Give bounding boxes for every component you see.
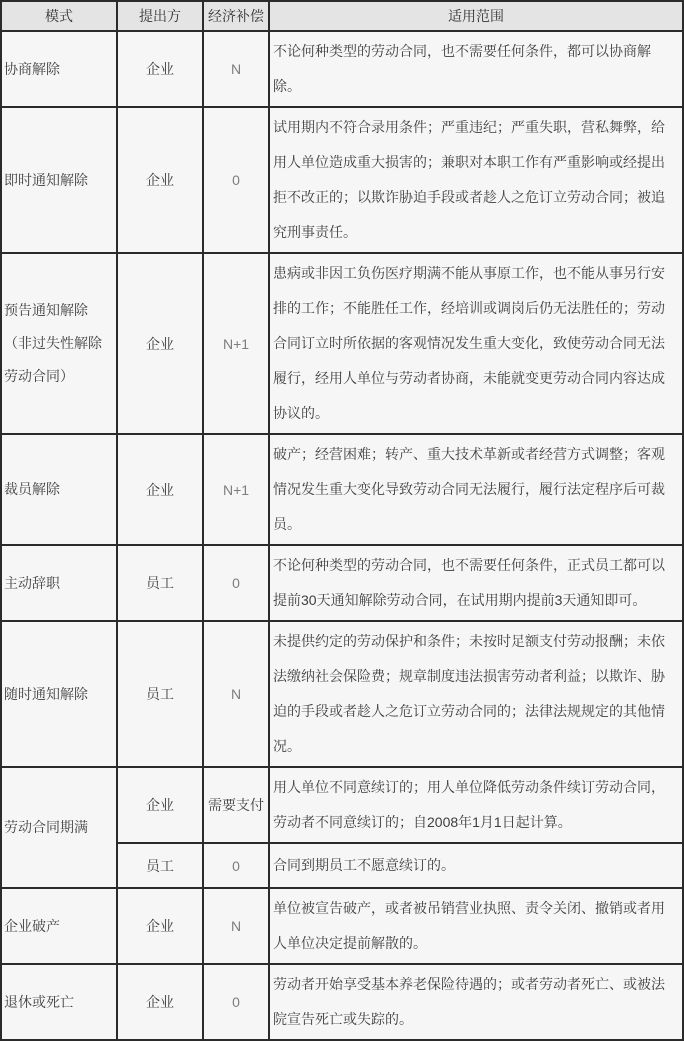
mode-cell: 预告通知解除（非过失性解除劳动合同） [1,253,117,434]
scope-cell: 破产；经营困难；转产、重大技术革新或者经营方式调整；客观情况发生重大变化导致劳动合同无法履行，履行法定程序后可裁员。 [269,434,683,545]
mode-cell: 裁员解除 [1,434,117,545]
compensation-cell: 0 [203,107,269,253]
proposer-cell: 企业 [117,253,203,434]
table-row [1,545,683,621]
table-row [1,434,683,545]
mode-cell: 随时通知解除 [1,621,117,767]
table-row [1,964,683,1040]
scope-cell: 劳动者开始享受基本养老保险待遇的；或者劳动者死亡、或被法院宣告死亡或失踪的。 [269,964,683,1040]
mode-cell: 退休或死亡 [1,964,117,1040]
mode-cell: 即时通知解除 [1,107,117,253]
header-row [1,1,683,31]
scope-cell: 不论何种类型的劳动合同，也不需要任何条件，都可以协商解除。 [269,31,683,107]
table-row [1,621,683,767]
mode-cell: 协商解除 [1,31,117,107]
table-row [1,31,683,107]
header-cell-scope: 适用范围 [269,1,683,31]
proposer-cell: 企业 [117,107,203,253]
header-cell-compensation: 经济补偿 [203,1,269,31]
scope-cell: 不论何种类型的劳动合同，也不需要任何条件，正式员工都可以提前30天通知解除劳动合同，在试用期内提前3天通知即可。 [269,545,683,621]
proposer-cell: 员工 [117,843,203,888]
compensation-cell: N [203,888,269,964]
table-row [1,767,683,843]
scope-cell: 合同到期员工不愿意续订的。 [269,843,683,888]
proposer-cell: 企业 [117,434,203,545]
compensation-cell: 0 [203,964,269,1040]
proposer-cell: 企业 [117,888,203,964]
compensation-cell: N [203,31,269,107]
scope-cell: 用人单位不同意续订的；用人单位降低劳动条件续订劳动合同，劳动者不同意续订的；自2008年1月1日起计算。 [269,767,683,843]
mode-cell: 劳动合同期满 [1,767,117,888]
compensation-cell: N+1 [203,434,269,545]
mode-cell: 主动辞职 [1,545,117,621]
proposer-cell: 员工 [117,621,203,767]
proposer-cell: 企业 [117,964,203,1040]
scope-cell: 未提供约定的劳动保护和条件；未按时足额支付劳动报酬；未依法缴纳社会保险费；规章制度违法损害劳动者利益；以欺诈、胁迫的手段或者趁人之危订立劳动合同的；法律法规规定的其他情况。 [269,621,683,767]
compensation-cell: N+1 [203,253,269,434]
scope-cell: 单位被宣告破产，或者被吊销营业执照、责令关闭、撤销或者用人单位决定提前解散的。 [269,888,683,964]
compensation-cell: 0 [203,843,269,888]
table-row [1,888,683,964]
proposer-cell: 企业 [117,767,203,843]
proposer-cell: 企业 [117,31,203,107]
compensation-cell: 需要支付 [203,767,269,843]
header-cell-proposer: 提出方 [117,1,203,31]
compensation-cell: N [203,621,269,767]
scope-cell: 患病或非因工负伤医疗期满不能从事原工作，也不能从事另行安排的工作；不能胜任工作，经培训或调岗后仍无法胜任的；劳动合同订立时所依据的客观情况发生重大变化，致使劳动合同无法履行，经用人单位与劳动者协商，未能就变更劳动合同内容达成协议的。 [269,253,683,434]
mode-cell: 企业破产 [1,888,117,964]
proposer-cell: 员工 [117,545,203,621]
compensation-cell: 0 [203,545,269,621]
scope-cell: 试用期内不符合录用条件；严重违纪；严重失职，营私舞弊，给用人单位造成重大损害的；兼职对本职工作有严重影响或经提出拒不改正的；以欺诈胁迫手段或者趁人之危订立劳动合同；被追究刑事责任。 [269,107,683,253]
header-cell-mode: 模式 [1,1,117,31]
table-row [1,107,683,253]
table-row [1,253,683,434]
